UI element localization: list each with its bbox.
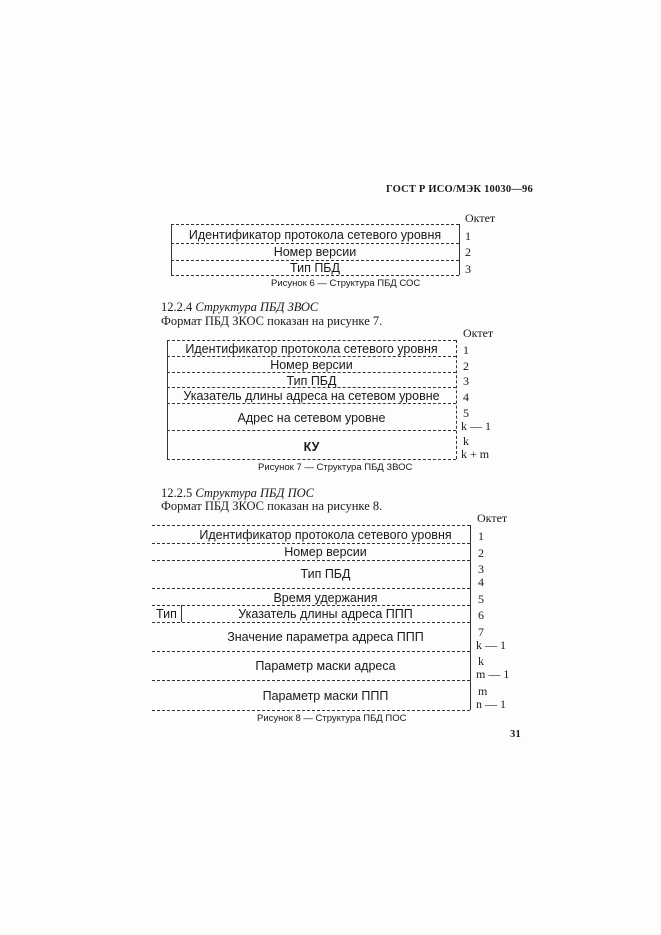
row-divider (152, 680, 470, 681)
octet-number: m (478, 684, 488, 698)
octet-number: 2 (478, 546, 484, 560)
octet-number: 6 (478, 608, 484, 622)
row-divider (167, 372, 456, 373)
section-heading (161, 300, 318, 315)
section-number: 12.2.5 (161, 486, 193, 500)
table-border (459, 224, 460, 275)
field-label: Идентификатор протокола сетевого уровня (199, 528, 452, 542)
octet-number: 3 (478, 562, 484, 576)
row-divider (152, 651, 470, 652)
octet-number: 1 (465, 229, 471, 243)
table-border (171, 224, 459, 225)
row-divider (167, 403, 456, 404)
field-label: Тип ПБД (300, 567, 351, 581)
page-number: 31 (510, 729, 521, 740)
section-text: Формат ПБД ЗКОС показан на рисунке 7. (161, 314, 383, 328)
table-border (470, 525, 471, 710)
octet-number: 5 (478, 592, 484, 606)
field-label: Параметр маски ППП (262, 689, 389, 703)
octet-number: 4 (478, 575, 484, 589)
field-label: Номер версии (273, 245, 357, 259)
table-border (152, 525, 470, 526)
row-divider (152, 560, 470, 561)
field-label: КУ (303, 440, 320, 454)
field-label: Указатель длины адреса ППП (238, 607, 413, 621)
octet-column-header: Октет (463, 326, 494, 340)
octet-number: 3 (465, 262, 471, 276)
octet-number: k + m (461, 447, 490, 461)
field-label: Параметр маски адреса (255, 659, 396, 673)
field-label: Номер версии (270, 358, 353, 372)
octet-column-header: Октет (477, 511, 508, 525)
octet-number: k (478, 654, 484, 668)
field-label: Тип ПБД (290, 261, 340, 275)
type-label: Тип (156, 607, 177, 621)
row-divider (152, 605, 470, 606)
row-divider (167, 356, 456, 357)
row-divider (152, 588, 470, 589)
row-divider (152, 543, 470, 544)
field-label: Номер версии (284, 545, 367, 559)
octet-column-header: Октет (465, 211, 496, 225)
field-label: Значение параметра адреса ППП (227, 630, 424, 644)
octet-number: 5 (463, 406, 469, 420)
table-border (171, 275, 459, 276)
octet-number: 1 (463, 343, 469, 357)
octet-number: 1 (478, 529, 484, 543)
row-divider (167, 430, 456, 431)
field-label: Идентификатор протокола сетевого уровня (188, 228, 442, 242)
field-label: Время удержания (273, 591, 378, 605)
table-border (167, 340, 456, 341)
octet-number: k — 1 (476, 638, 506, 652)
table-border (456, 340, 457, 459)
field-label: Адрес на сетевом уровне (237, 411, 386, 425)
table-border (152, 710, 470, 711)
figure-caption: Рисунок 6 — Структура ПБД СОС (271, 278, 421, 289)
figure-caption: Рисунок 8 — Структура ПБД ПОС (257, 713, 407, 724)
field-label: Указатель длины адреса на сетевом уровне (183, 389, 440, 403)
octet-number: k (463, 434, 469, 448)
section-text: Формат ПБД ЗКОС показан на рисунке 8. (161, 499, 383, 513)
octet-number: 4 (463, 390, 469, 404)
section-number: 12.2.4 (161, 300, 193, 314)
octet-number: 3 (463, 374, 469, 388)
field-label: Идентификатор протокола сетевого уровня (185, 342, 438, 356)
table-border (167, 459, 456, 460)
octet-number: k — 1 (461, 419, 491, 433)
field-label: Тип ПБД (286, 374, 337, 388)
octet-number: n — 1 (476, 697, 506, 711)
octet-number: 2 (463, 359, 469, 373)
octet-number: 7 (478, 625, 484, 639)
document-header: ГОСТ Р ИСО/МЭК 10030—96 (386, 184, 533, 195)
row-divider (152, 622, 470, 623)
row-divider (171, 243, 459, 244)
octet-number: m — 1 (476, 667, 510, 681)
octet-number: 2 (465, 245, 471, 259)
section-title: Структура ПБД ЗВОС (195, 300, 319, 314)
figure-caption: Рисунок 7 — Структура ПБД ЗВОС (258, 462, 413, 473)
section-title: Структура ПБД ПОС (195, 486, 314, 500)
